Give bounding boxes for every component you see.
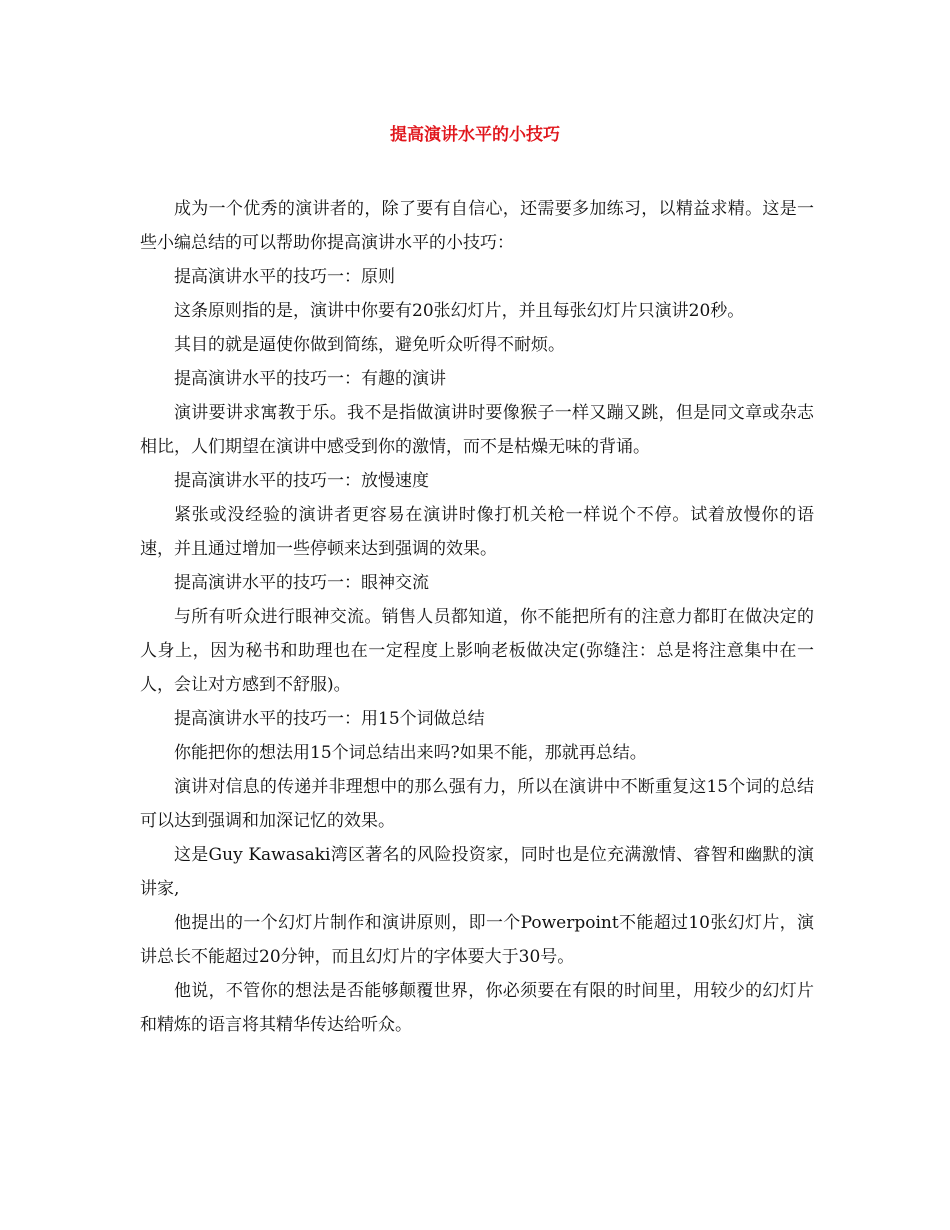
paragraph-powerpoint-rule: 他提出的一个幻灯片制作和演讲原则，即一个Powerpoint不能超过10张幻灯片，演讲总长不能超过20分钟，而且幻灯片的字体要大于30号。 [140, 913, 814, 967]
paragraph-eye-contact: 与所有听众进行眼神交流。销售人员都知道，你不能把所有的注意力都盯在做决定的人身上，因为秘书和助理也在一定程度上影响老板做决定(弥缝注：总是将注意集中在一人，会让对方感到不舒服)。 [140, 607, 814, 695]
document-title: 提高演讲水平的小技巧 [390, 125, 560, 145]
section-heading-summary: 提高演讲水平的技巧一：用15个词做总结 [174, 709, 485, 729]
paragraph-principle: 这条原则指的是，演讲中你要有20张幻灯片，并且每张幻灯片只演讲20秒。 [174, 301, 745, 321]
paragraph-summary-repeat: 演讲对信息的传递并非理想中的那么强有力，所以在演讲中不断重复这15个词的总结可以达到强调和加深记忆的效果。 [140, 777, 814, 831]
paragraph-conclusion: 他说，不管你的想法是否能够颠覆世界，你必须要在有限的时间里，用较少的幻灯片和精炼的语言将其精华传达给听众。 [140, 981, 814, 1035]
section-heading-eye-contact: 提高演讲水平的技巧一：眼神交流 [174, 573, 429, 593]
paragraph-intro: 成为一个优秀的演讲者的，除了要有自信心，还需要多加练习，以精益求精。这是一些小编总结的可以帮助你提高演讲水平的小技巧： [140, 199, 814, 253]
paragraph-principle-purpose: 其目的就是逼使你做到简练，避免听众听得不耐烦。 [174, 335, 565, 355]
section-heading-slow-down: 提高演讲水平的技巧一：放慢速度 [174, 471, 429, 491]
paragraph-guy-kawasaki: 这是Guy Kawasaki湾区著名的风险投资家，同时也是位充满激情、睿智和幽默的演讲家, [140, 845, 814, 899]
paragraph-interesting: 演讲要讲求寓教于乐。我不是指做演讲时要像猴子一样又蹦又跳，但是同文章或杂志相比，人们期望在演讲中感受到你的激情，而不是枯燥无味的背诵。 [140, 403, 814, 457]
document-body [140, 192, 814, 1042]
section-heading-interesting: 提高演讲水平的技巧一：有趣的演讲 [174, 369, 446, 389]
paragraph-slow-down: 紧张或没经验的演讲者更容易在演讲时像打机关枪一样说个不停。试着放慢你的语速，并且通过增加一些停顿来达到强调的效果。 [140, 505, 814, 559]
section-heading-principle: 提高演讲水平的技巧一：原则 [174, 267, 395, 287]
paragraph-summary-question: 你能把你的想法用15个词总结出来吗?如果不能，那就再总结。 [174, 743, 647, 763]
